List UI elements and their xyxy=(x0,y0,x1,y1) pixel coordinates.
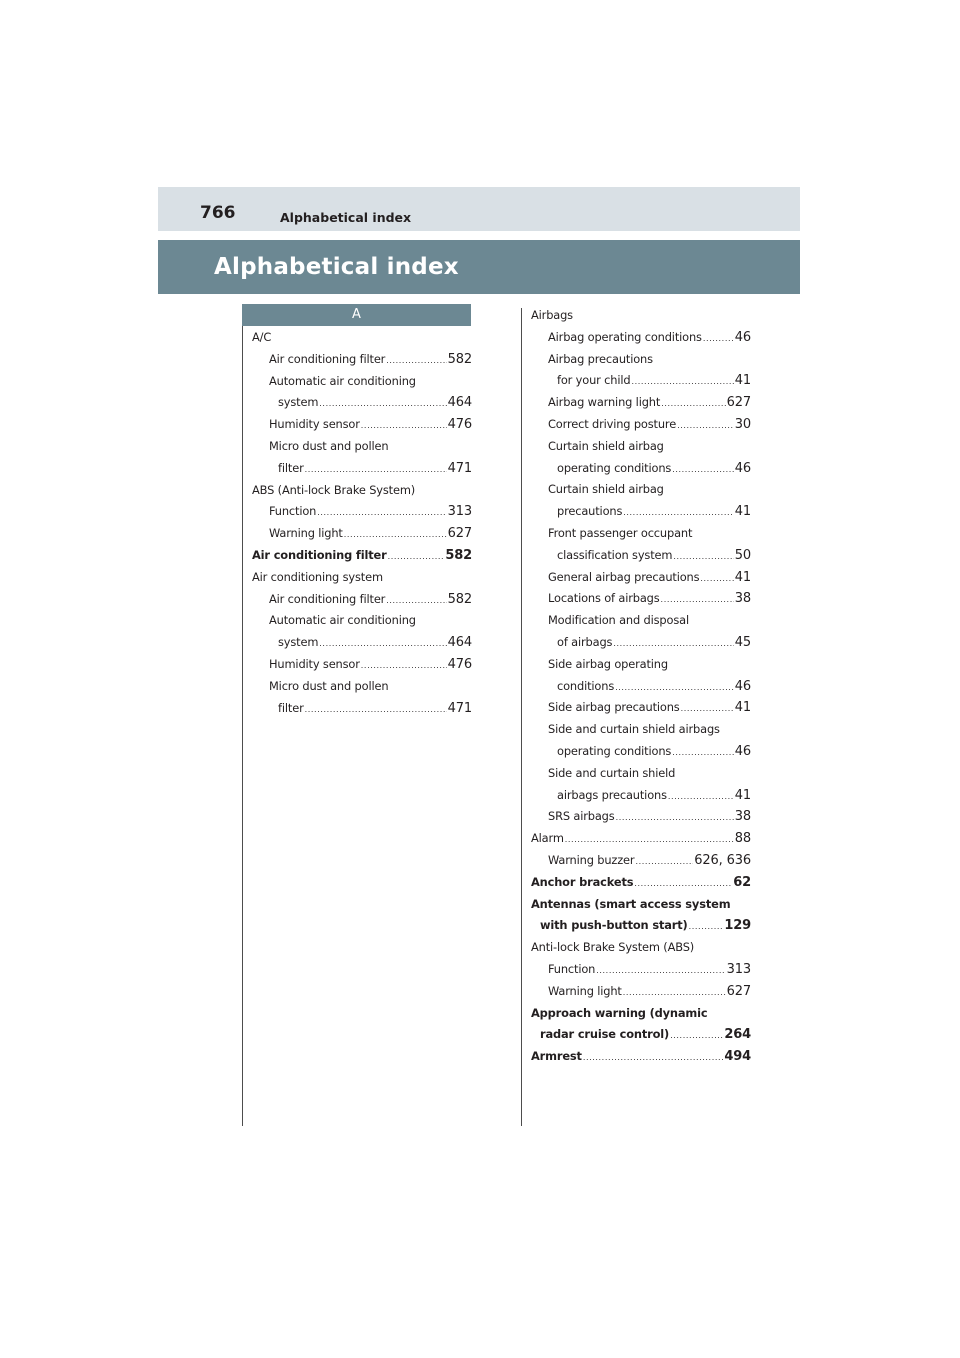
index-entry-text: Antennas (smart access system xyxy=(531,896,731,911)
index-entry xyxy=(531,894,751,916)
index-entry-page: 494 xyxy=(724,1049,751,1065)
index-entry-text: radar cruise control) xyxy=(540,1027,670,1042)
index-entry xyxy=(531,654,751,676)
center-column-rule xyxy=(521,308,522,1126)
index-entry-text: Function xyxy=(548,961,596,976)
index-column-left xyxy=(252,327,472,719)
index-entry-text: with push-button start) xyxy=(540,918,688,933)
index-entry-text: Side and curtain shield xyxy=(548,765,676,780)
dot-leader xyxy=(361,655,447,677)
index-entry-page: 471 xyxy=(447,700,472,716)
index-entry-text: system xyxy=(278,395,319,410)
index-entry xyxy=(531,676,751,698)
dot-leader xyxy=(672,742,734,764)
dot-leader xyxy=(661,393,725,415)
index-entry-text: Warning light xyxy=(548,983,622,998)
dot-leader xyxy=(700,568,733,590)
index-entry xyxy=(252,501,472,523)
index-entry xyxy=(252,349,472,371)
index-entry xyxy=(252,327,472,349)
dot-leader xyxy=(623,502,734,524)
dot-leader xyxy=(670,1025,723,1047)
dot-leader xyxy=(317,502,446,524)
index-entry-page: 476 xyxy=(447,417,472,433)
index-entry xyxy=(531,436,751,458)
index-entry-page: 41 xyxy=(734,700,751,716)
index-entry-text: Automatic air conditioning xyxy=(269,373,416,388)
index-entry-text: for your child xyxy=(557,373,631,388)
index-entry-text: Airbag precautions xyxy=(548,351,653,366)
index-entry-text: filter xyxy=(278,700,304,715)
index-entry-text: Alarm xyxy=(531,831,564,846)
index-entry xyxy=(531,523,751,545)
index-entry xyxy=(531,697,751,719)
index-entry xyxy=(531,719,751,741)
index-entry-text: Anchor brackets xyxy=(531,874,634,889)
index-entry-text: ABS (Anti-lock Brake System) xyxy=(252,482,416,497)
index-entry-text: Approach warning (dynamic xyxy=(531,1005,708,1020)
index-entry-page: 62 xyxy=(733,874,751,890)
index-entry-text: Armrest xyxy=(531,1049,582,1064)
index-entry xyxy=(531,1024,751,1046)
left-column-rule xyxy=(242,326,243,1126)
index-entry-page: 129 xyxy=(724,918,751,934)
index-entry-page: 627 xyxy=(726,983,751,999)
dot-leader xyxy=(635,851,693,873)
index-entry-page: 582 xyxy=(445,547,472,563)
index-entry-text: conditions xyxy=(557,678,615,693)
dot-leader xyxy=(305,699,447,721)
index-entry-page: 627 xyxy=(726,395,751,411)
running-header-title: Alphabetical index xyxy=(280,210,412,225)
index-entry-page: 471 xyxy=(447,460,472,476)
index-entry xyxy=(531,567,751,589)
index-entry-text: Airbag warning light xyxy=(548,395,661,410)
index-entry xyxy=(252,545,472,567)
dot-leader xyxy=(344,524,447,546)
index-entry-text: Airbags xyxy=(531,308,573,322)
index-entry-page: 464 xyxy=(447,635,472,651)
index-entry-page: 46 xyxy=(734,678,751,694)
index-entry-page: 38 xyxy=(734,591,751,607)
index-entry-page: 50 xyxy=(734,547,751,563)
index-entry xyxy=(252,480,472,502)
index-entry-page: 582 xyxy=(447,351,472,367)
index-entry xyxy=(531,763,751,785)
dot-leader xyxy=(631,371,733,393)
index-entry xyxy=(531,305,751,327)
index-column-right xyxy=(531,305,751,1068)
index-entry-text: system xyxy=(278,635,319,650)
index-entry xyxy=(531,392,751,414)
index-entry xyxy=(531,349,751,371)
index-entry xyxy=(531,981,751,1003)
dot-leader xyxy=(672,459,734,481)
index-entry-page: 476 xyxy=(447,656,472,672)
index-entry-page: 582 xyxy=(447,591,472,607)
dot-leader xyxy=(319,633,446,655)
index-entry xyxy=(531,959,751,981)
index-entry xyxy=(531,327,751,349)
dot-leader xyxy=(583,1047,723,1069)
index-entry xyxy=(531,741,751,763)
index-entry-text: A/C xyxy=(252,330,272,344)
index-entry-text: Automatic air conditioning xyxy=(269,613,416,628)
index-entry-page: 41 xyxy=(734,787,751,803)
dot-leader xyxy=(361,415,447,437)
index-entry-page: 41 xyxy=(734,373,751,389)
index-entry-text: of airbags xyxy=(557,634,613,649)
index-entry-text: Front passenger occupant xyxy=(548,525,693,540)
index-entry-text: Air conditioning filter xyxy=(269,591,386,606)
index-entry-page: 88 xyxy=(734,831,751,847)
header-band xyxy=(158,187,800,231)
index-entry xyxy=(531,828,751,850)
dot-leader xyxy=(673,546,733,568)
index-entry-text: Warning buzzer xyxy=(548,852,635,867)
index-entry-text: Curtain shield airbag xyxy=(548,438,664,453)
index-entry-text: airbags precautions xyxy=(557,787,667,802)
index-entry xyxy=(531,501,751,523)
index-entry-page: 46 xyxy=(734,329,751,345)
index-entry-page: 464 xyxy=(447,395,472,411)
page-title: Alphabetical index xyxy=(214,254,459,280)
index-entry-text: operating conditions xyxy=(557,743,672,758)
index-entry-text: filter xyxy=(278,460,304,475)
index-entry-text: Function xyxy=(269,504,317,519)
index-entry xyxy=(252,589,472,611)
index-entry-page: 627 xyxy=(447,526,472,542)
index-entry-page: 264 xyxy=(724,1027,751,1043)
page-number: 766 xyxy=(200,203,236,223)
dot-leader xyxy=(565,829,734,851)
index-entry-page: 41 xyxy=(734,504,751,520)
index-entry xyxy=(252,523,472,545)
dot-leader xyxy=(689,916,724,938)
dot-leader xyxy=(386,590,446,612)
index-entry-text: General airbag precautions xyxy=(548,569,700,584)
index-entry xyxy=(531,414,751,436)
dot-leader xyxy=(596,960,725,982)
index-entry-text: precautions xyxy=(557,504,623,519)
index-entry-text: Air conditioning filter xyxy=(252,547,387,562)
dot-leader xyxy=(703,328,734,350)
index-entry-page: 313 xyxy=(726,961,751,977)
index-entry-text: operating conditions xyxy=(557,460,672,475)
index-entry xyxy=(531,370,751,392)
index-entry-text: Air conditioning system xyxy=(252,569,383,584)
dot-leader xyxy=(661,589,734,611)
index-entry xyxy=(531,1003,751,1025)
index-entry-page: 626, 636 xyxy=(694,852,751,868)
index-entry xyxy=(531,915,751,937)
index-entry-text: Micro dust and pollen xyxy=(269,438,389,453)
index-entry xyxy=(531,872,751,894)
index-entry xyxy=(531,588,751,610)
dot-leader xyxy=(613,633,733,655)
index-entry xyxy=(531,479,751,501)
index-entry xyxy=(252,610,472,632)
index-entry-page: 41 xyxy=(734,569,751,585)
dot-leader xyxy=(616,807,734,829)
index-entry-text: Side airbag operating xyxy=(548,656,668,671)
index-entry xyxy=(252,676,472,698)
dot-leader xyxy=(319,393,446,415)
index-entry xyxy=(531,850,751,872)
index-entry-text: Humidity sensor xyxy=(269,656,360,671)
index-entry-text: Modification and disposal xyxy=(548,613,689,628)
index-entry xyxy=(252,567,472,589)
index-entry xyxy=(531,806,751,828)
index-entry-text: Warning light xyxy=(269,526,343,541)
index-entry-page: 45 xyxy=(734,634,751,650)
index-entry xyxy=(531,1046,751,1068)
index-entry xyxy=(531,545,751,567)
index-entry xyxy=(252,632,472,654)
index-entry xyxy=(252,371,472,393)
dot-leader xyxy=(305,459,447,481)
index-entry-page: 313 xyxy=(447,504,472,520)
index-entry xyxy=(252,458,472,480)
dot-leader xyxy=(388,546,445,568)
index-entry-page: 46 xyxy=(734,743,751,759)
index-entry xyxy=(252,414,472,436)
index-entry xyxy=(531,937,751,959)
dot-leader xyxy=(623,982,726,1004)
dot-leader xyxy=(677,415,734,437)
index-entry-text: Curtain shield airbag xyxy=(548,482,664,497)
index-entry-text: classification system xyxy=(557,547,673,562)
index-entry xyxy=(531,610,751,632)
index-entry xyxy=(252,654,472,676)
index-entry-text: Humidity sensor xyxy=(269,417,360,432)
index-entry-text: Locations of airbags xyxy=(548,591,660,606)
index-entry-text: Side airbag precautions xyxy=(548,700,680,715)
index-entry-text: Correct driving posture xyxy=(548,416,677,431)
index-entry xyxy=(252,392,472,414)
dot-leader xyxy=(386,350,446,372)
index-entry xyxy=(531,785,751,807)
index-entry xyxy=(531,632,751,654)
index-entry-text: Side and curtain shield airbags xyxy=(548,722,720,737)
index-entry-page: 30 xyxy=(734,416,751,432)
index-entry-text: Anti-lock Brake System (ABS) xyxy=(531,940,695,955)
index-entry xyxy=(252,698,472,720)
index-entry-page: 46 xyxy=(734,460,751,476)
index-entry xyxy=(252,436,472,458)
dot-leader xyxy=(615,677,734,699)
dot-leader xyxy=(668,786,734,808)
dot-leader xyxy=(681,698,734,720)
index-entry-text: Airbag operating conditions xyxy=(548,329,702,344)
index-entry-text: Micro dust and pollen xyxy=(269,678,389,693)
index-entry-text: Air conditioning filter xyxy=(269,351,386,366)
section-letter-bar: A xyxy=(242,304,471,326)
dot-leader xyxy=(634,873,732,895)
index-entry-page: 38 xyxy=(734,809,751,825)
index-entry-text: SRS airbags xyxy=(548,809,615,824)
index-entry xyxy=(531,458,751,480)
